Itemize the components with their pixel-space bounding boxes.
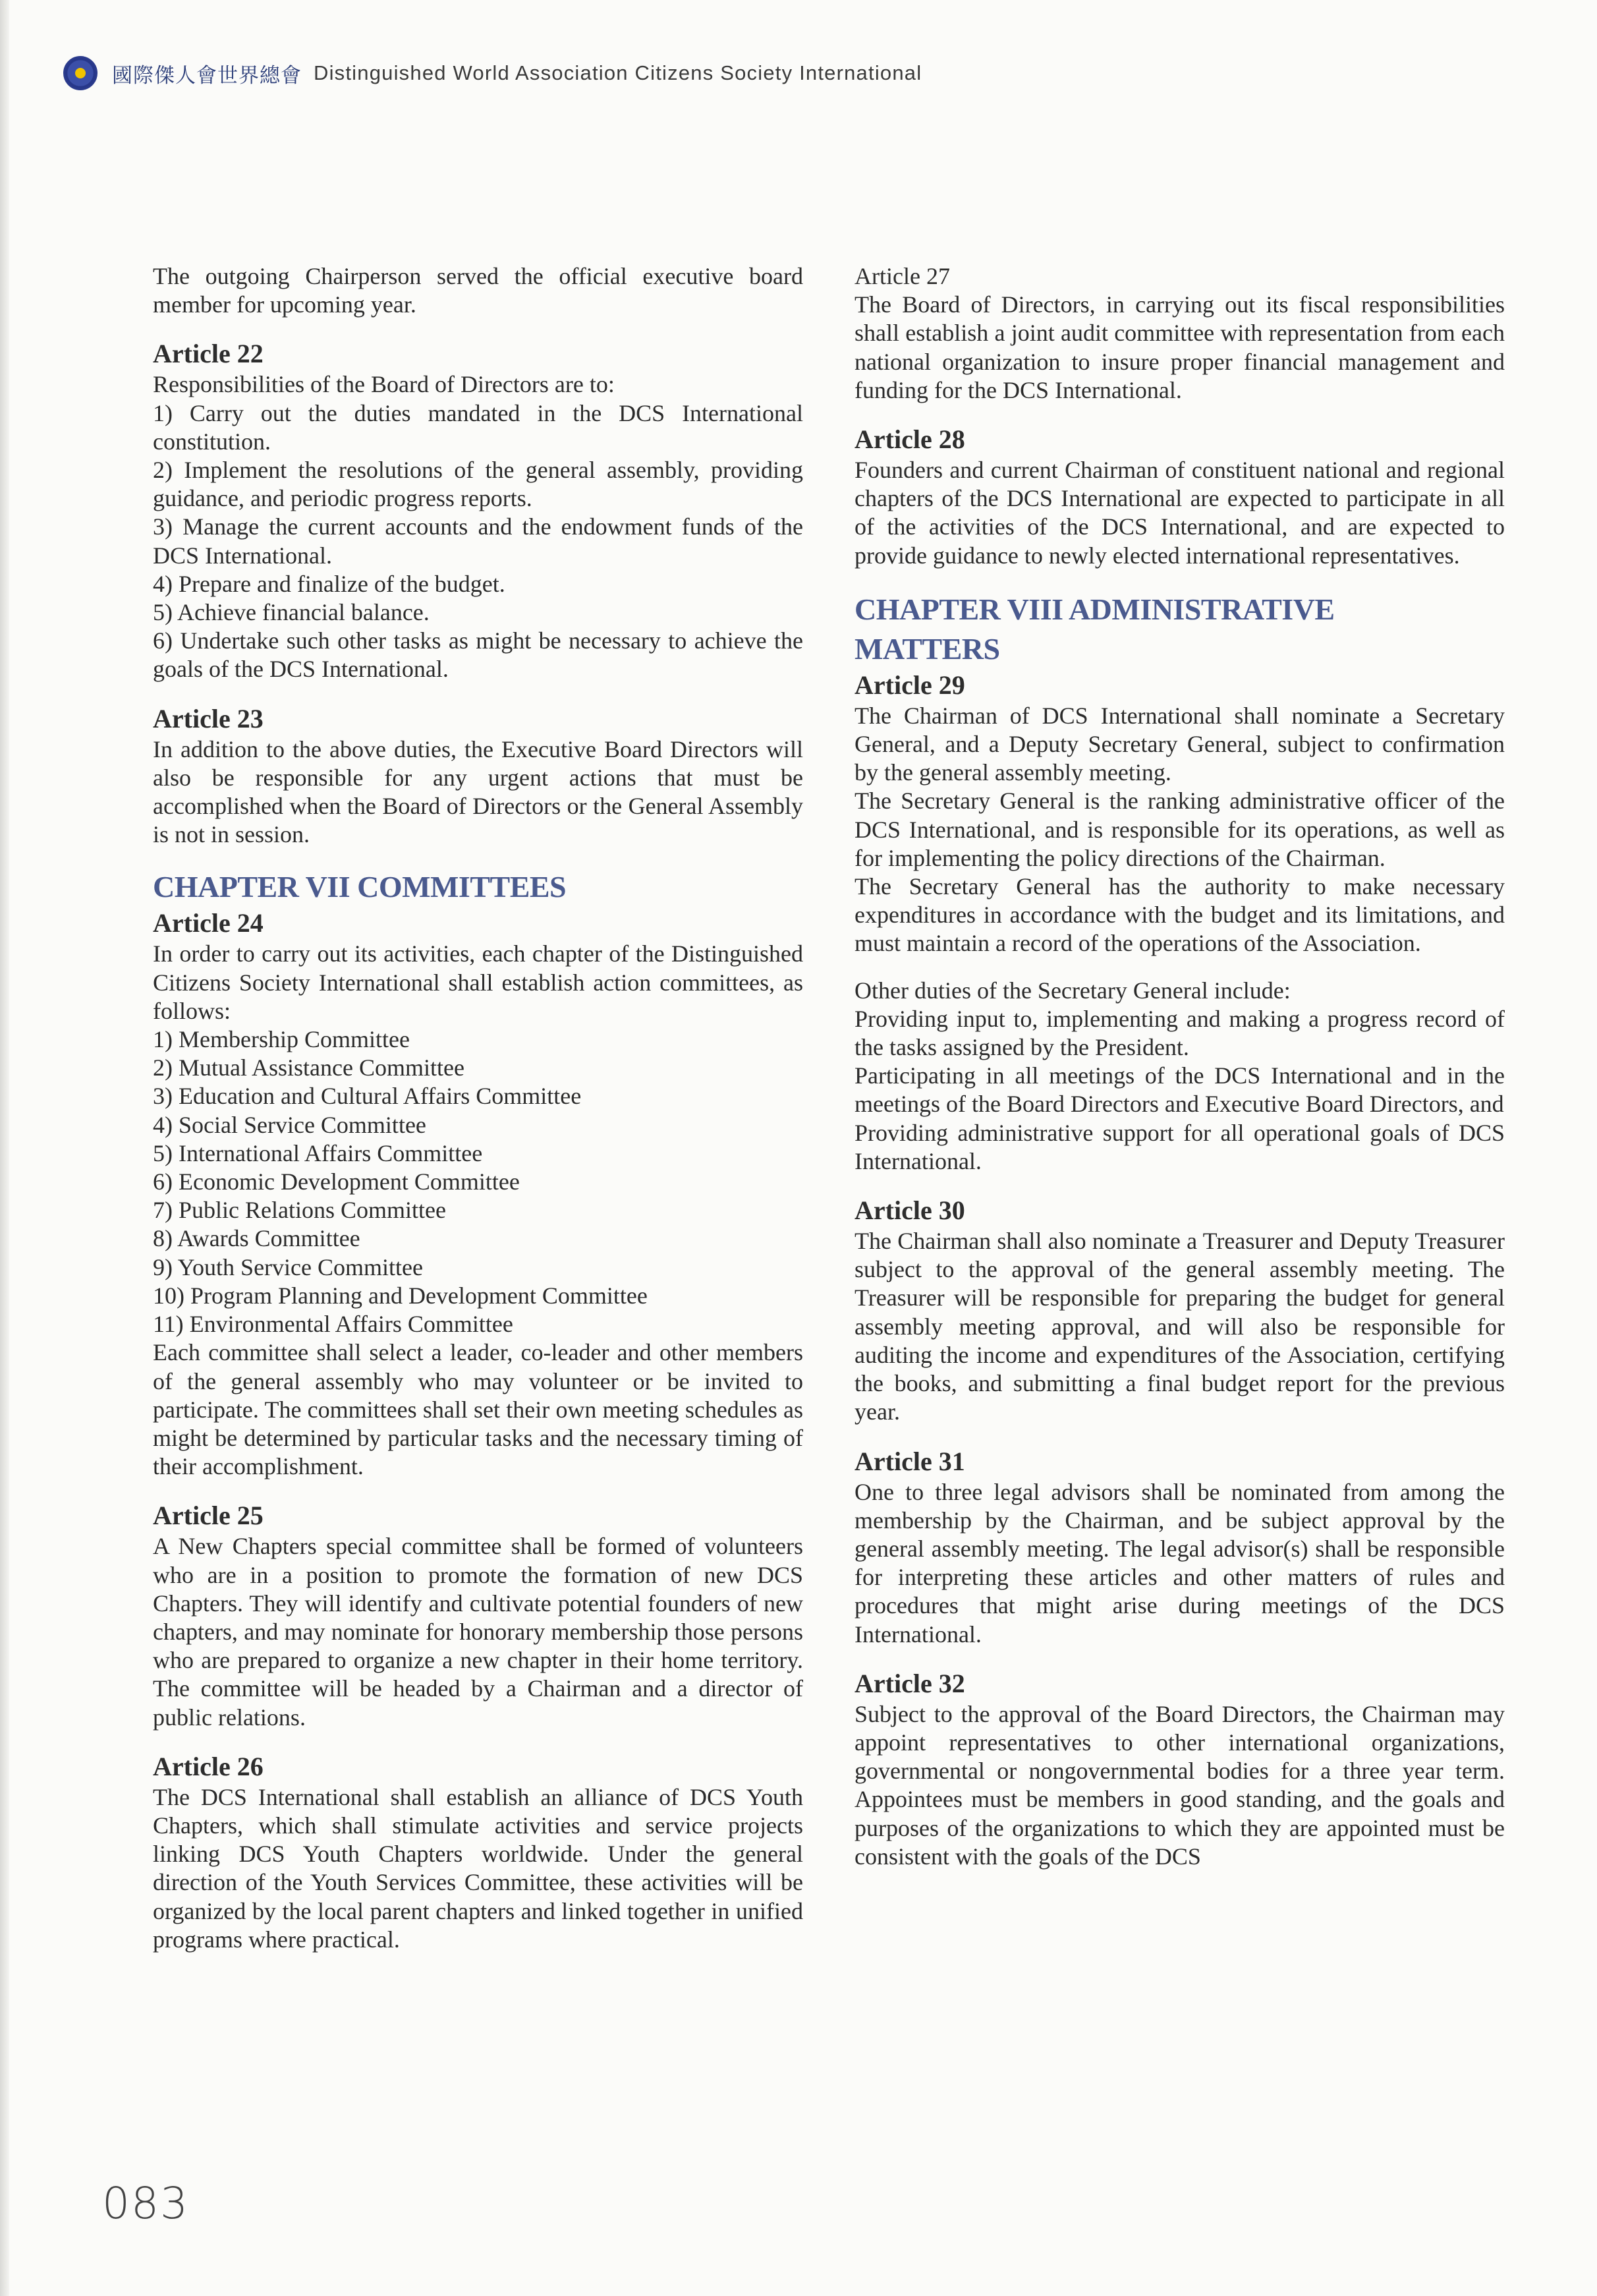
article-29-duty: Providing input to, implementing and making a progress record of the tasks assigned by the President. <box>855 1005 1505 1061</box>
article-26-body: The DCS International shall establish an alliance of DCS Youth Chapters, which shall stimulate activities and service projects linking DCS Youth Chapters worldwide. Under the general direction of the Youth Services Committee, these activities will be organized by the local parent chapters and linked together in unified programs where practical. <box>153 1783 803 1953</box>
article-24-title: Article 24 <box>153 908 264 938</box>
article-28-body: Founders and current Chairman of constituent national and regional chapters of the DCS International are expected to participate in all of the activities of the DCS International, and are expected to provide guidance to newly elected international representatives. <box>855 457 1505 569</box>
list-item: 8) Awards Committee <box>153 1225 360 1252</box>
article-22-line: Responsibilities of the Board of Directors are to: <box>153 371 615 398</box>
article-29-duty: Participating in all meetings of the DCS International and in the meetings of the Board Directors and Executive Board Directors, and <box>855 1062 1505 1118</box>
article-22-line: 3) Manage the current accounts and the endowment funds of the DCS International. <box>153 513 803 569</box>
article-22-body <box>153 370 803 683</box>
committee-list <box>153 1025 803 1338</box>
article-23-body: In addition to the above duties, the Executive Board Directors will also be responsible for any urgent actions that must be accomplished when the Board of Directors or the General Assembly is not in session. <box>153 735 803 848</box>
chapter-8-title-line-2: MATTERS <box>855 631 1000 666</box>
dcs-emblem-icon <box>63 56 98 90</box>
page-edge <box>0 0 9 2296</box>
left-column <box>153 262 803 1954</box>
article-24-outro: Each committee shall select a leader, co-leader and other members of the general assembly who may volunteer or be invited to participate. The committees shall set their own meeting schedules as might be determined by particular tasks and the necessary timing of their accomplishment. <box>153 1339 803 1480</box>
list-item: 4) Social Service Committee <box>153 1111 426 1138</box>
list-item: 3) Education and Cultural Affairs Committee <box>153 1083 582 1110</box>
org-name-chinese: 國際傑人會世界總會 <box>112 63 302 88</box>
article-22-line: 5) Achieve financial balance. <box>153 599 430 626</box>
article-31-body: One to three legal advisors shall be nominated from among the membership by the Chairman, and be subject approval by the general assembly meeting. The legal advisor(s) shall be responsible for interpreting these articles and other matters of rules and procedures that might arise during meetings of the DCS International. <box>855 1478 1505 1648</box>
article-22-line: 4) Prepare and finalize of the budget. <box>153 570 505 597</box>
article-28-title: Article 28 <box>855 424 965 455</box>
chapter-8-title-line-1: CHAPTER VIII ADMINISTRATIVE <box>855 592 1335 626</box>
article-30-body: The Chairman shall also nominate a Treasurer and Deputy Treasurer subject to the approval of the general assembly meeting. The Treasurer will be responsible for preparing the budget for general assembly meeting approval, and will also be responsible for auditing the income and expenditures of the Association, certifying the books, and submitting a final budget report for the previous year. <box>855 1228 1505 1425</box>
article-30-title: Article 30 <box>855 1195 965 1226</box>
org-name-english: Distinguished World Association Citizens Society International <box>314 61 922 84</box>
article-29-para-1: The Chairman of DCS International shall nominate a Secretary General, and a Deputy Secretary General, subject to confirmation by the general assembly meeting. <box>855 702 1505 786</box>
article-22-line: 2) Implement the resolutions of the general assembly, providing guidance, and periodic progress reports. <box>153 457 803 512</box>
article-23-title: Article 23 <box>153 703 264 733</box>
article-32-body: Subject to the approval of the Board Directors, the Chairman may appoint representatives to other international organizations, governmental or nongovernmental bodies for a three year term. Appointees must be members in good standing, and the goals and purposes of the organizations to which they are appointed must be consistent with the goals of the DCS <box>855 1700 1505 1870</box>
list-item: 2) Mutual Assistance Committee <box>153 1054 464 1081</box>
article-32-title: Article 32 <box>855 1668 965 1698</box>
article-24-intro: In order to carry out its activities, each chapter of the Distinguished Citizens Society International shall establish action committees, as follows: <box>153 940 803 1024</box>
article-22-line: 1) Carry out the duties mandated in the DCS International constitution. <box>153 399 803 455</box>
article-25-title: Article 25 <box>153 1501 264 1531</box>
chapter-8-title <box>855 590 1505 669</box>
intro-paragraph: The outgoing Chairperson served the official executive board member for upcoming year. <box>153 263 803 318</box>
article-31-title: Article 31 <box>855 1446 965 1476</box>
right-column <box>855 262 1505 1871</box>
article-22-line: 6) Undertake such other tasks as might be necessary to achieve the goals of the DCS International. <box>153 627 803 683</box>
page-number: 083 <box>102 2178 189 2229</box>
article-26-title: Article 26 <box>153 1751 264 1781</box>
page-header <box>63 50 922 96</box>
article-25-body: A New Chapters special committee shall be formed of volunteers who are in a position to promote the formation of new DCS Chapters. They will identify and cultivate potential founders of new chapters, and may nominate for honorary membership those persons who are prepared to organize a new chapter in their home territory. The committee will be headed by a Chairman and a director of public relations. <box>153 1533 803 1731</box>
article-29-title: Article 29 <box>855 670 965 700</box>
list-item: 1) Membership Committee <box>153 1026 410 1053</box>
article-29-para-3: The Secretary General has the authority to make necessary expenditures in accordance with the budget and its limitations, and must maintain a record of the operations of the Association. <box>855 873 1505 957</box>
article-29-duty: Providing administrative support for all operational goals of DCS International. <box>855 1119 1505 1174</box>
list-item: 9) Youth Service Committee <box>153 1253 423 1280</box>
list-item: 6) Economic Development Committee <box>153 1168 520 1195</box>
article-27-title: Article 27 <box>855 263 950 289</box>
article-27-body: The Board of Directors, in carrying out its fiscal responsibilities shall establish a joint audit committee with representation from each national organization to insure proper financial management and funding for the DCS International. <box>855 291 1505 403</box>
chapter-7-title: CHAPTER VII COMMITTEES <box>153 870 567 904</box>
list-item: 10) Program Planning and Development Committee <box>153 1282 648 1309</box>
article-29-duties-intro: Other duties of the Secretary General include: <box>855 977 1291 1004</box>
list-item: 5) International Affairs Committee <box>153 1139 483 1166</box>
article-29-para-2: The Secretary General is the ranking administrative officer of the DCS International, and is responsible for its operations, as well as for implementing the policy directions of the Chairman. <box>855 788 1505 871</box>
list-item: 11) Environmental Affairs Committee <box>153 1311 513 1338</box>
article-22-title: Article 22 <box>153 339 264 369</box>
list-item: 7) Public Relations Committee <box>153 1197 446 1224</box>
